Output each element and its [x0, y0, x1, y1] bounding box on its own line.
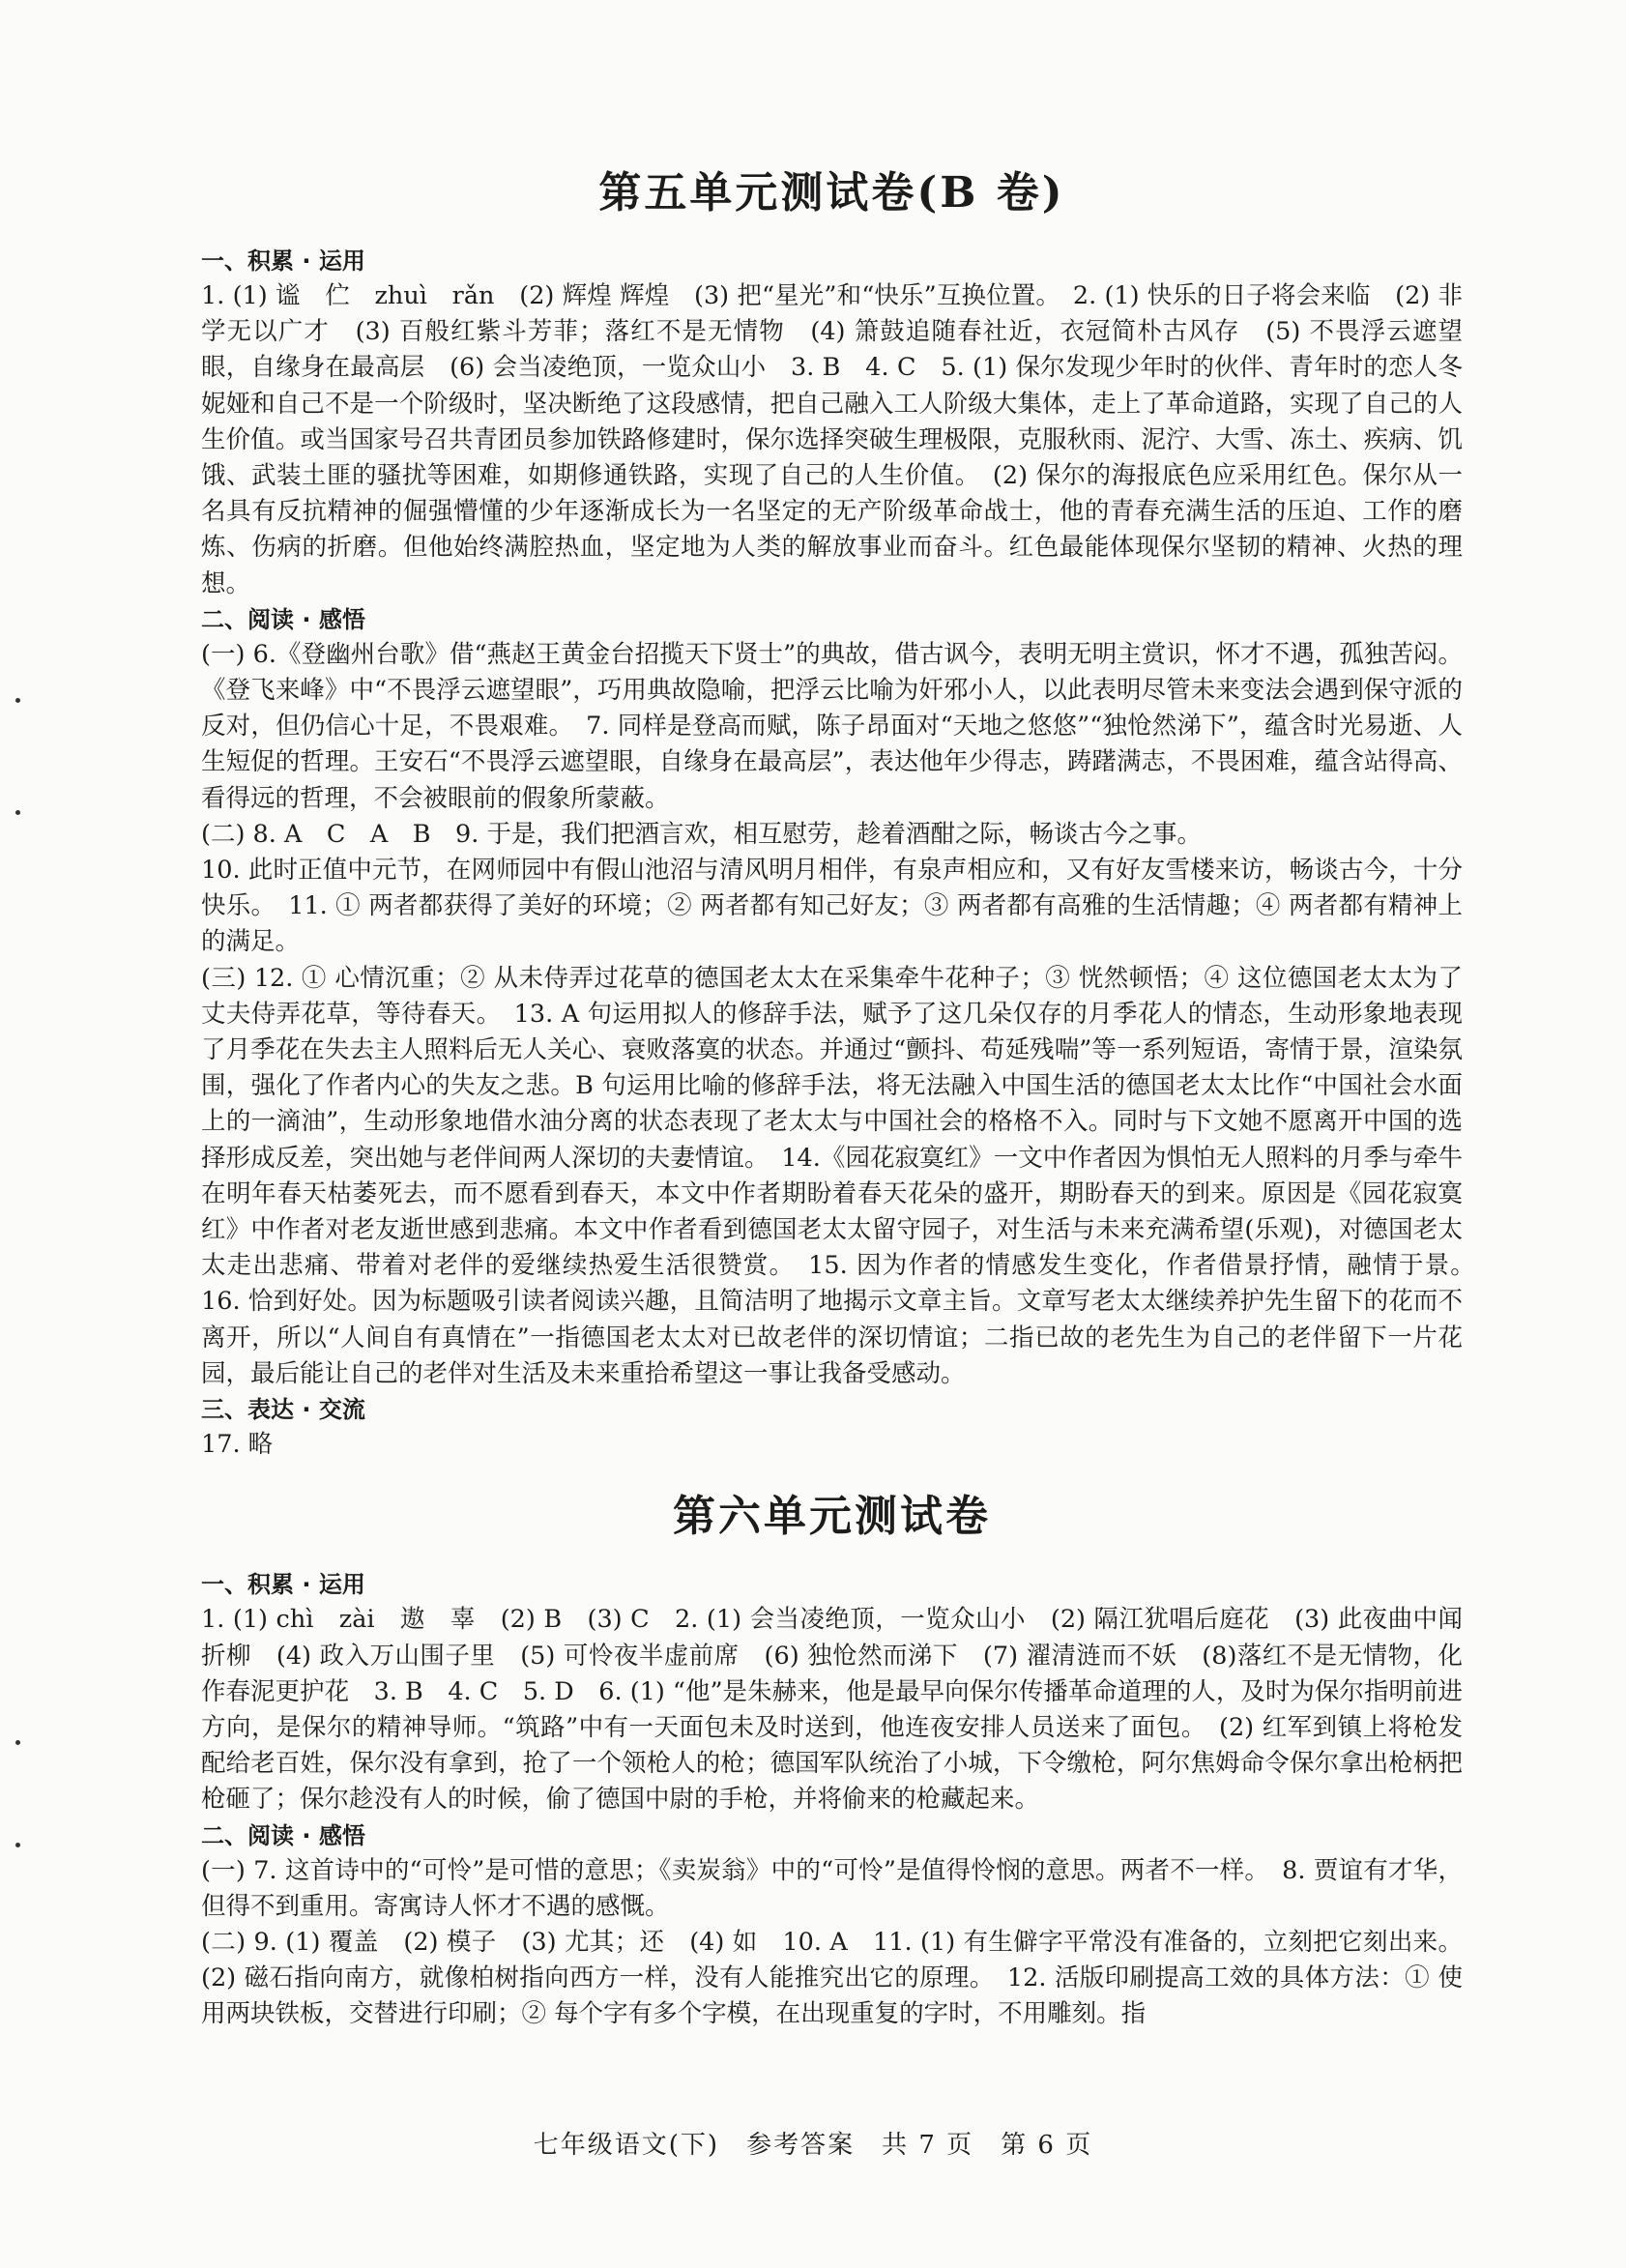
unit6-reading2-answers: (二) 9. (1) 覆盖 (2) 模子 (3) 尤其；还 (4) 如 10. A 11. (1) 有生僻字平常没有准备的，立刻把它刻出来。(2) 磁石指向南方，就像柏树指向西方一样，没有人能推究出它的原理。 12. 活版印刷提高工效的具体方法：① 使用两块铁板，交替进行印刷；② 每个字有多个字模，在出现重复的字时，不用雕刻。指	[201, 1927, 1463, 2029]
page-footer: 七年级语文(下) 参考答案 共 7 页 第 6 页	[533, 2131, 1093, 2160]
unit5-reading2-answers: (二) 8. A C A B 9. 于是，我们把酒言欢，相互慰劳，趁着酒酣之际，畅谈古今之事。	[201, 819, 1202, 849]
unit6-section2-heading: 二、阅读 · 感悟	[201, 1821, 365, 1849]
margin-dot	[15, 1843, 20, 1847]
margin-dot	[15, 1740, 20, 1745]
unit5-title: 第五单元测试卷(B 卷)	[598, 168, 1065, 218]
unit5-section3-heading: 三、表达 · 交流	[201, 1396, 365, 1424]
unit5-reading1-answers: (一) 6.《登幽州台歌》借“燕赵王黄金台招揽天下贤士”的典故，借古讽今，表明无明主赏识，怀才不遇，孤独苦闷。《登飞来峰》中“不畏浮云遮望眼”，巧用典故隐喻，把浮云比喻为奸邪小人，以此表明尽管未来变法会遇到保守派的反对，但仍信心十足，不畏艰难。 7. 同样是登高而赋，陈子昂面对“天地之悠悠”“独怆然涕下”，蕴含时光易逝、人生短促的哲理。王安石“不畏浮云遮望眼，自缘身在最高层”，表达他年少得志，踌躇满志，不畏困难，蕴含站得高、看得远的哲理，不会被眼前的假象所蒙蔽。	[201, 639, 1463, 813]
unit5-section2-heading: 二、阅读 · 感悟	[201, 605, 365, 633]
unit5-reading3-answers: (三) 12. ① 心情沉重；② 从未侍弄过花草的德国老太太在采集牵牛花种子；③ 恍然顿悟；④ 这位德国老太太为了丈夫侍弄花草，等待春天。 13. A 句运用拟人的修辞手法，赋予了这几朵仅存的月季花人的情态，生动形象地表现了月季花在失去主人照料后无人关心、衰败落寞的状态。并通过“颤抖、苟延残喘”等一系列短语，寄情于景，渲染氛围，强化了作者内心的失友之悲。B 句运用比喻的修辞手法，将无法融入中国生活的德国老太太比作“中国社会水面上的一滴油”，生动形象地借水油分离的状态表现了老太太与中国社会的格格不入。同时与下文她不愿离开中国的选择形成反差，突出她与老伴间两人深切的夫妻情谊。 14.《园花寂寞红》一文中作者因为惧怕无人照料的月季与牵牛在明年春天枯萎死去，而不愿看到春天，本文中作者期盼着春天花朵的盛开，期盼春天的到来。原因是《园花寂寞红》中作者对老友逝世感到悲痛。本文中作者看到德国老太太留守园子，对生活与未来充满希望(乐观)，对德国老太太走出悲痛、带着对老伴的爱继续热爱生活很赞赏。 15. 因为作者的情感发生变化，作者借景抒情，融情于景。 16. 恰到好处。因为标题吸引读者阅读兴趣，且简洁明了地揭示文章主旨。文章写老太太继续养护先生留下的花而不离开，所以“人间自有真情在”一指德国老太太对已故老伴的深切情谊；二指已故的老先生为自己的老伴留下一片花园，最后能让自己的老伴对生活及未来重拾希望这一事让我备受感动。	[201, 963, 1488, 1388]
unit6-reading1-answers: (一) 7. 这首诗中的“可怜”是可惜的意思；《卖炭翁》中的“可怜”是值得怜悯的意思。两者不一样。 8. 贾谊有才华，但得不到重用。寄寓诗人怀才不遇的感慨。	[201, 1855, 1463, 1921]
unit6-section1-heading: 一、积累 · 运用	[201, 1571, 365, 1599]
unit5-section1-answers: 1. (1) 谧 伫 zhuì rǎn (2) 辉煌 辉煌 (3) 把“星光”和“快乐”互换位置。 2. (1) 快乐的日子将会来临 (2) 非学无以广才 (3) 百般红紫斗芳菲；落红不是无情物 (4) 箫鼓追随春社近，衣冠简朴古风存 (5) 不畏浮云遮望眼，自缘身在最高层 (6) 会当凌绝顶，一览众山小 3. B 4. C 5. (1) 保尔发现少年时的伙伴、青年时的恋人冬妮娅和自己不是一个阶级时，坚决断绝了这段感情，把自己融入工人阶级大集体，走上了革命道路，实现了自己的人生价值。或当国家号召共青团员参加铁路修建时，保尔选择突破生理极限，克服秋雨、泥泞、大雪、冻土、疾病、饥饿、武装土匪的骚扰等困难，如期修通铁路，实现了自己的人生价值。 (2) 保尔的海报底色应采用红色。保尔从一名具有反抗精神的倔强懵懂的少年逐渐成长为一名坚定的无产阶级革命战士，他的青春充满生活的压迫、工作的磨炼、伤病的折磨。但他始终满腔热血，坚定地为人类的解放事业而奋斗。红色最能体现保尔坚韧的精神、火热的理想。	[201, 281, 1463, 598]
unit6-title: 第六单元测试卷	[673, 1492, 991, 1542]
page-content	[201, 164, 1488, 2033]
unit6-section1-answers: 1. (1) chì zài 遨 辜 (2) B (3) C 2. (1) 会当凌绝顶，一览众山小 (2) 隔江犹唱后庭花 (3) 此夜曲中闻折柳 (4) 政入万山围子里 (5) 可怜夜半虚前席 (6) 独怆然而涕下 (7) 濯清涟而不妖 (8)落红不是无情物，化作春泥更护花 3. B 4. C 5. D 6. (1) “他”是朱赫来，他是最早向保尔传播革命道理的人，及时为保尔指明前进方向，是保尔的精神导师。“筑路”中有一天面包未及时送到，他连夜安排人员送来了面包。 (2) 红军到镇上将枪发配给老百姓，保尔没有拿到，抢了一个领枪人的枪；德国军队统治了小城，下令缴枪，阿尔焦姆命令保尔拿出枪柄把枪砸了；保尔趁没有人的时候，偷了德国中尉的手枪，并将偷来的枪藏起来。	[201, 1605, 1463, 1815]
unit5-section1-heading: 一、积累 · 运用	[201, 247, 365, 275]
unit5-section3-answers: 17. 略	[201, 1430, 274, 1460]
unit5-reading2-answers-cont: 10. 此时正值中元节，在网师园中有假山池沼与清风明月相伴，有泉声相应和，又有好友雪楼来访，畅谈古今，十分快乐。 11. ① 两者都获得了美好的环境；② 两者都有知己好友；③ 两者都有高雅的生活情趣；④ 两者都有精神上的满足。	[201, 856, 1463, 957]
margin-dot	[15, 698, 20, 703]
margin-dot	[15, 810, 20, 815]
